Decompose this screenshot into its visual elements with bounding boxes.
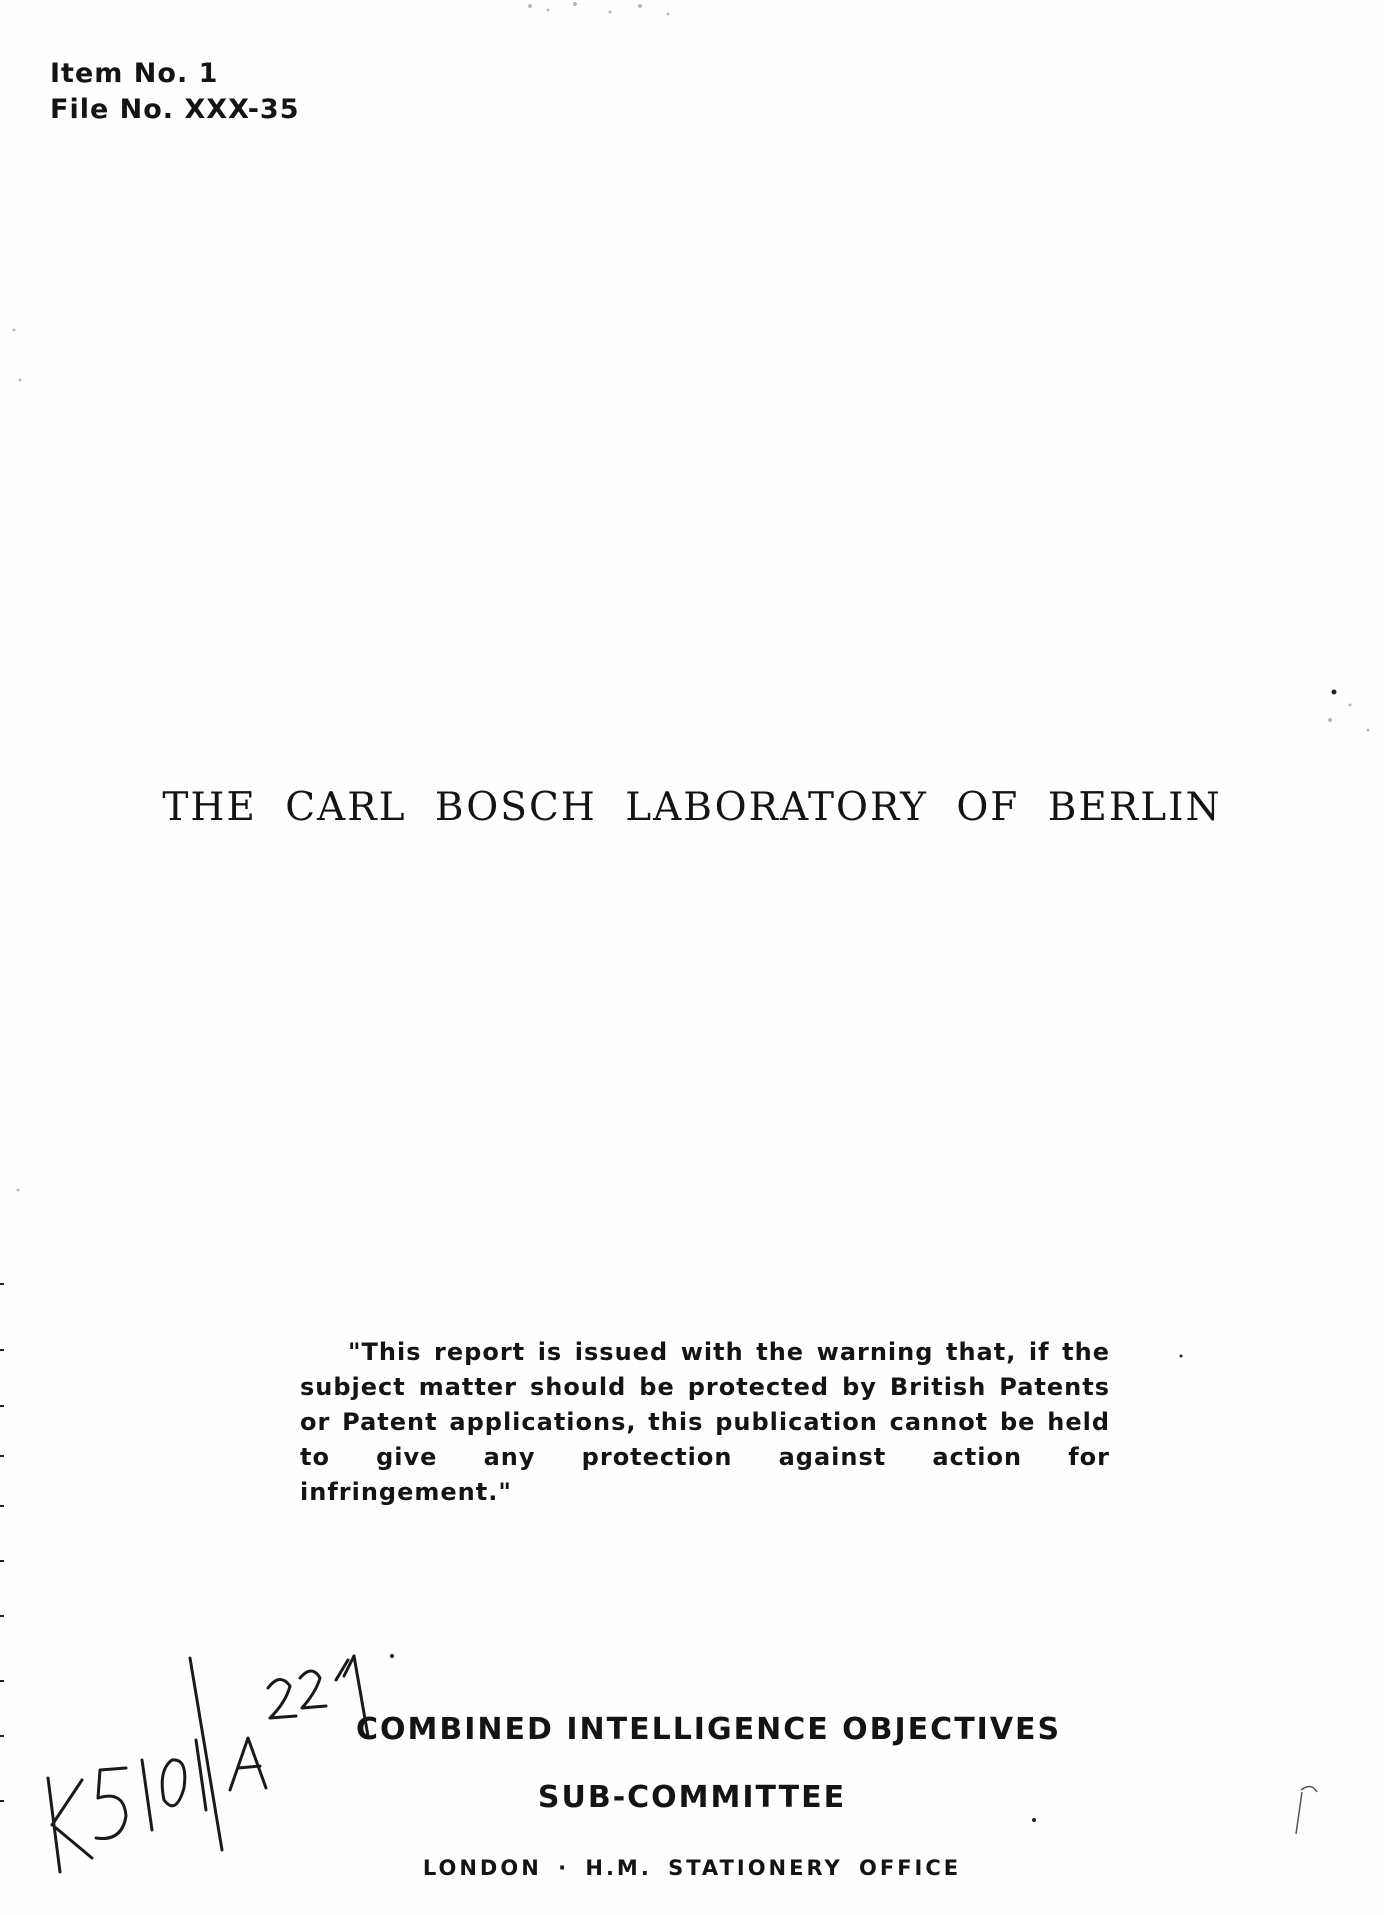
item-number: Item No. 1 [50,58,219,89]
publisher-line: LONDON · H.M. STATIONERY OFFICE [422,1856,962,1880]
handwritten-annotation [0,1620,400,1880]
document-title: THE CARL BOSCH LABORATORY OF BERLIN [162,785,1222,830]
file-number: File No. XXX-35 [50,94,300,125]
item-file-reference [50,56,300,128]
committee-subtitle: SUB-COMMITTEE [537,1780,847,1815]
committee-name: COMBINED INTELLIGENCE OBJECTIVES [356,1712,1062,1747]
patent-warning-notice: "This report is issued with the warning that, if the subject matter should be protected by British Patents or Patent applications, this publication cannot be held to give any protection against action for infringement." [300,1338,1110,1506]
